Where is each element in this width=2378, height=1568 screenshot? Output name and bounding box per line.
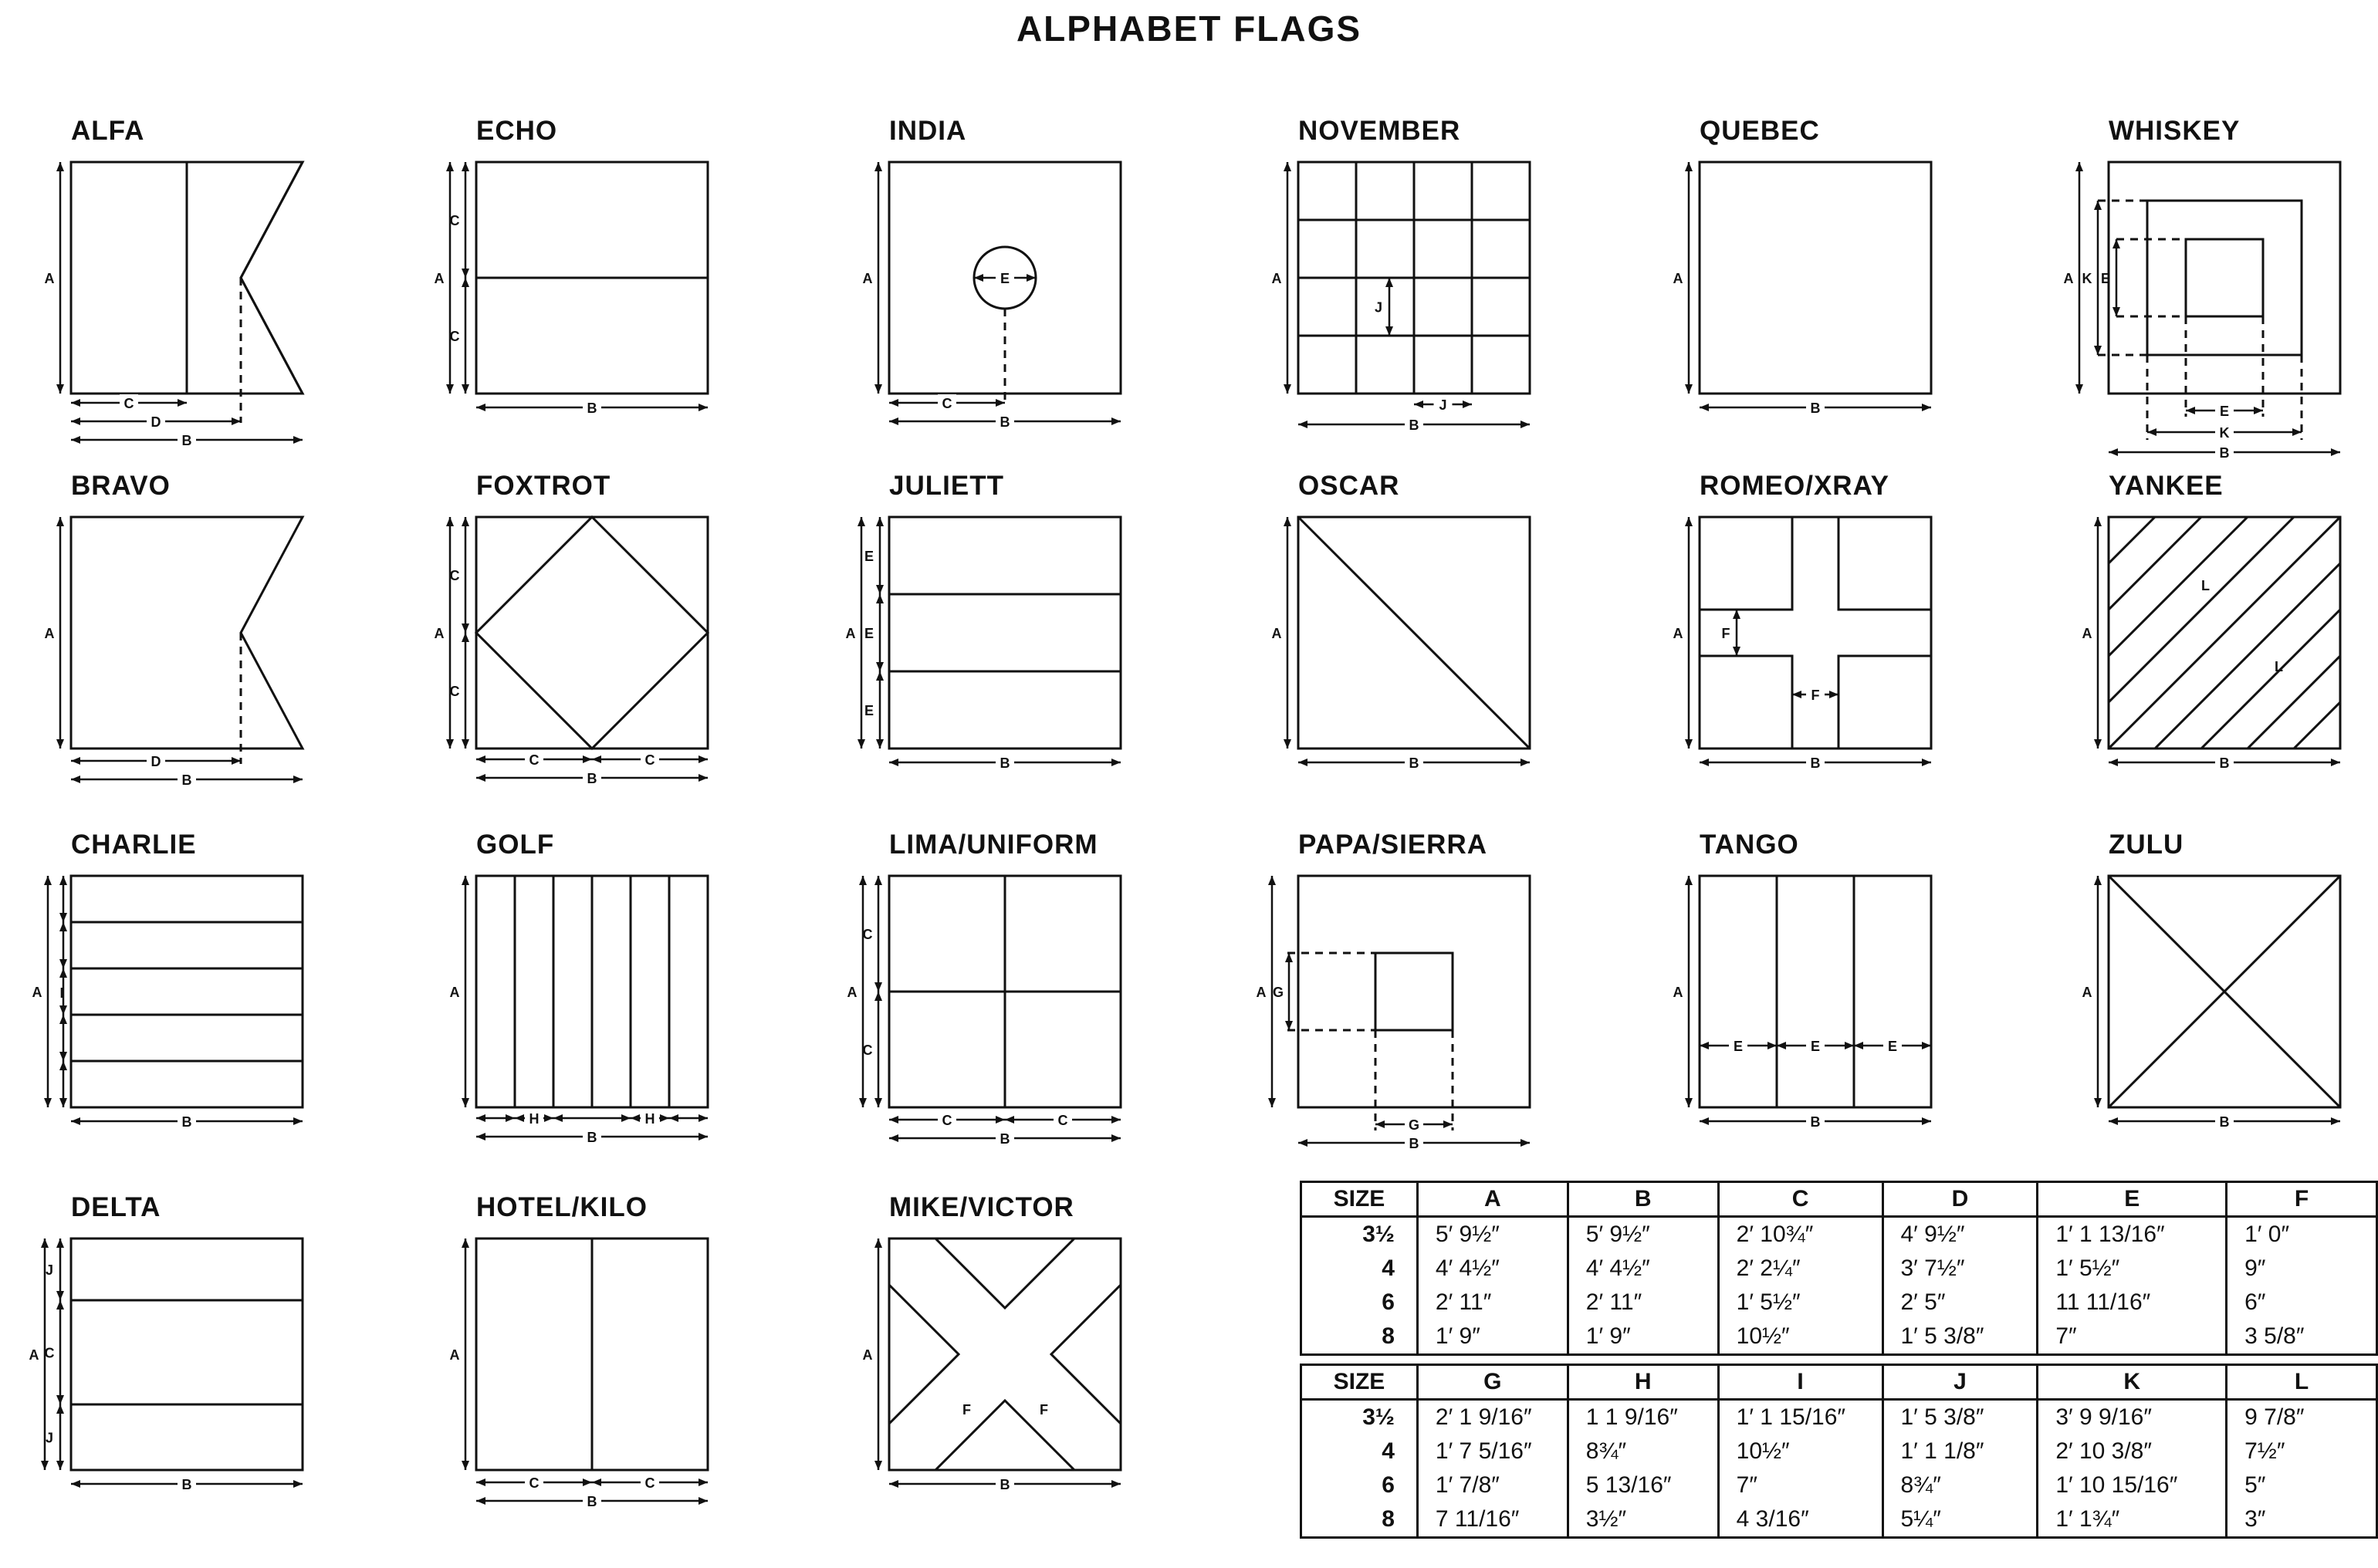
dimension-cell: 9″ [2227,1252,2377,1286]
svg-text:B: B [181,772,192,788]
dimension-cell: 3″ [2227,1502,2377,1538]
table-row [1301,1468,2377,1502]
svg-text:A: A [1673,271,1683,286]
dimension-cell: 5′ 9½″ [1568,1217,1718,1252]
column-header: J [1882,1365,2038,1400]
dimension-cell: 7″ [2038,1320,2227,1355]
flag-name: PAPA/SIERRA [1298,830,1488,860]
dimension-cell: 2′ 1 9/16″ [1417,1400,1568,1435]
table-row [1301,1217,2377,1252]
dimension-cell: 3 5/8″ [2227,1320,2377,1355]
svg-text:B: B [587,1130,597,1145]
oscar-flag-drawing [1227,471,1613,841]
svg-text:B: B [181,1477,192,1492]
dimension-cell: 1′ 1 15/16″ [1718,1400,1882,1435]
svg-text:C: C [862,927,873,942]
flag-name: CHARLIE [71,830,197,860]
flag-name: BRAVO [71,471,171,501]
size-table [1300,1181,2378,1539]
flag-diagram-quebec [1629,116,2014,486]
svg-text:B: B [587,1494,597,1509]
dimension-cell: 2′ 5″ [1882,1286,2038,1320]
svg-text:A: A [1256,985,1267,1000]
svg-text:D: D [151,414,161,430]
column-header: L [2227,1365,2377,1400]
flag-name: MIKE/VICTOR [889,1192,1074,1222]
svg-text:K: K [2082,271,2092,286]
hotel-kilo-flag-drawing [405,1192,791,1563]
flag-name: ZULU [2109,830,2184,860]
size-cell: 6 [1301,1286,1418,1320]
lima-uniform-flag-drawing [818,830,1204,1200]
delta-flag-drawing [0,1192,386,1563]
svg-text:H: H [644,1111,655,1127]
flag-diagram-juliett [818,471,1204,841]
dimension-cell: 2′ 10 3/8″ [2038,1435,2227,1468]
table-row [1301,1286,2377,1320]
tango-flag-drawing [1629,830,2014,1200]
dimension-cell: 1′ 0″ [2227,1217,2377,1252]
svg-text:B: B [2219,755,2230,771]
svg-text:C: C [529,752,540,768]
svg-text:B: B [587,771,597,786]
flag-diagram-bravo [0,471,386,841]
table-row [1301,1320,2377,1355]
svg-text:E: E [2100,271,2111,286]
flag-diagram-golf [405,830,791,1200]
papa-sierra-flag-drawing [1227,830,1613,1200]
juliett-flag-drawing [818,471,1204,841]
flag-name: ALFA [71,116,145,146]
india-flag-drawing [818,116,1204,486]
dimension-cell: 4′ 4½″ [1417,1252,1568,1286]
dimension-cell: 2′ 11″ [1568,1286,1718,1320]
svg-text:K: K [2219,425,2230,441]
dimension-cell: 7½″ [2227,1435,2377,1468]
flag-diagram-lima-uniform [818,830,1204,1200]
dimension-cell: 3′ 7½″ [1882,1252,2038,1286]
svg-text:A: A [449,985,460,1000]
svg-text:E: E [864,626,874,641]
svg-text:A: A [434,626,445,641]
flag-name: NOVEMBER [1298,116,1461,146]
flag-diagram-foxtrot [405,471,791,841]
svg-text:A: A [1271,626,1282,641]
flag-name: WHISKEY [2109,116,2241,146]
svg-text:J: J [45,1430,54,1446]
svg-text:B: B [1000,755,1010,771]
svg-text:A: A [2063,271,2074,286]
svg-text:L: L [2201,578,2210,593]
svg-text:H: H [529,1111,540,1127]
svg-text:C: C [123,396,134,411]
dimension-cell: 4′ 4½″ [1568,1252,1718,1286]
flag-name: GOLF [476,830,555,860]
dimension-cell: 1′ 1¾″ [2038,1502,2227,1538]
size-cell: 8 [1301,1320,1418,1355]
column-header: F [2227,1182,2377,1217]
column-header: I [1718,1365,1882,1400]
dimension-cell: 11 11/16″ [2038,1286,2227,1320]
svg-text:B: B [1000,1477,1010,1492]
column-header: D [1882,1182,2038,1217]
svg-text:A: A [1271,271,1282,286]
dimension-cell: 7 11/16″ [1417,1502,1568,1538]
svg-text:F: F [1811,688,1820,703]
romeo-xray-flag-drawing [1629,471,2014,841]
dimension-cell: 4′ 9½″ [1882,1217,2038,1252]
flag-name: ROMEO/XRAY [1700,471,1889,501]
dimension-cell: 5′ 9½″ [1417,1217,1568,1252]
svg-text:C: C [644,752,655,768]
flag-name: ECHO [476,116,558,146]
svg-text:D: D [151,754,161,769]
flag-diagram-charlie [0,830,386,1200]
dimension-cell: 1′ 5 3/8″ [1882,1400,2038,1435]
svg-text:C: C [1057,1113,1068,1128]
dimension-cell: 1′ 5 3/8″ [1882,1320,2038,1355]
dimension-cell: 7″ [1718,1468,1882,1502]
column-header: E [2038,1182,2227,1217]
charlie-flag-drawing [0,830,386,1200]
flag-diagram-zulu [2038,830,2378,1200]
column-header: SIZE [1301,1365,1418,1400]
zulu-flag-drawing [2038,830,2378,1200]
size-cell: 3½ [1301,1217,1418,1252]
dimension-cell: 8¾″ [1882,1468,2038,1502]
alfa-flag-drawing [0,116,386,486]
dimension-cell: 1′ 1 1/8″ [1882,1435,2038,1468]
yankee-flag-drawing [2038,471,2378,841]
svg-text:E: E [1733,1039,1744,1054]
svg-text:E: E [2219,404,2230,419]
svg-text:E: E [1000,271,1010,286]
svg-text:A: A [1673,626,1683,641]
svg-text:C: C [449,213,460,228]
svg-text:A: A [845,626,856,641]
table-row [1301,1252,2377,1286]
golf-flag-drawing [405,830,791,1200]
column-header: C [1718,1182,1882,1217]
svg-text:A: A [862,271,873,286]
svg-text:A: A [44,626,55,641]
dimension-cell: 2′ 10¾″ [1718,1217,1882,1252]
svg-text:E: E [864,549,874,564]
svg-text:B: B [1409,417,1419,433]
dimension-cell: 3½″ [1568,1502,1718,1538]
flag-diagram-delta [0,1192,386,1563]
column-header: B [1568,1182,1718,1217]
svg-text:C: C [942,396,952,411]
svg-text:E: E [1810,1039,1821,1054]
svg-text:B: B [1000,414,1010,430]
flag-diagram-echo [405,116,791,486]
dimension-cell: 9 7/8″ [2227,1400,2377,1435]
dimension-cell: 8¾″ [1568,1435,1718,1468]
svg-text:G: G [1272,985,1284,1000]
table-row [1301,1502,2377,1538]
svg-text:B: B [2219,1114,2230,1130]
svg-text:E: E [864,703,874,718]
dimension-cell: 10½″ [1718,1435,1882,1468]
flag-name: OSCAR [1298,471,1400,501]
svg-text:B: B [1000,1131,1010,1147]
bravo-flag-drawing [0,471,386,841]
flag-diagram-november [1227,116,1613,486]
flag-diagram-yankee [2038,471,2378,841]
flag-name: JULIETT [889,471,1004,501]
svg-text:C: C [44,1345,55,1361]
flag-name: FOXTROT [476,471,611,501]
dimension-cell: 6″ [2227,1286,2377,1320]
column-header: A [1417,1182,1568,1217]
dimension-cell: 1′ 10 15/16″ [2038,1468,2227,1502]
svg-text:C: C [449,684,460,699]
flag-diagram-whiskey [2038,116,2378,486]
svg-text:A: A [44,271,55,286]
size-cell: 6 [1301,1468,1418,1502]
svg-text:A: A [32,985,42,1000]
november-flag-drawing [1227,116,1613,486]
dimension-cell: 2′ 2¼″ [1718,1252,1882,1286]
dimension-cell: 5 13/16″ [1568,1468,1718,1502]
svg-text:B: B [587,400,597,416]
svg-text:C: C [449,329,460,344]
flag-diagram-romeo-xray [1629,471,2014,841]
dimension-cell: 4 3/16″ [1718,1502,1882,1538]
svg-text:B: B [1409,1136,1419,1151]
dimension-cell: 5¼″ [1882,1502,2038,1538]
size-cell: 4 [1301,1252,1418,1286]
dimension-cell: 1′ 5½″ [2038,1252,2227,1286]
quebec-flag-drawing [1629,116,2014,486]
dimension-cell: 1′ 5½″ [1718,1286,1882,1320]
svg-text:A: A [1673,985,1683,1000]
dimension-cell: 3′ 9 9/16″ [2038,1400,2227,1435]
size-cell: 4 [1301,1435,1418,1468]
svg-text:B: B [1409,755,1419,771]
dimension-cell: 1′ 7/8″ [1417,1468,1568,1502]
svg-text:E: E [1887,1039,1898,1054]
flag-name: INDIA [889,116,967,146]
svg-text:G: G [1408,1117,1420,1133]
svg-text:C: C [862,1043,873,1058]
svg-text:A: A [2082,626,2092,641]
table-row [1301,1435,2377,1468]
svg-text:F: F [962,1402,971,1418]
whiskey-flag-drawing [2038,116,2378,486]
dimension-cell: 2′ 11″ [1417,1286,1568,1320]
echo-flag-drawing [405,116,791,486]
size-cell: 8 [1301,1502,1418,1538]
svg-text:C: C [942,1113,952,1128]
size-cell: 3½ [1301,1400,1418,1435]
dimension-cell: 1 1 9/16″ [1568,1400,1718,1435]
column-header: H [1568,1365,1718,1400]
flag-name: LIMA/UNIFORM [889,830,1098,860]
svg-text:F: F [1040,1402,1048,1418]
svg-text:A: A [29,1347,39,1363]
svg-text:B: B [1810,1114,1821,1130]
svg-text:A: A [2082,985,2092,1000]
dimension-cell: 1′ 9″ [1568,1320,1718,1355]
svg-text:A: A [449,1347,460,1363]
column-header: SIZE [1301,1182,1418,1217]
flag-diagram-alfa [0,116,386,486]
flag-diagram-hotel-kilo [405,1192,791,1563]
flag-diagram-mike-victor [818,1192,1204,1563]
svg-text:L: L [2275,659,2283,674]
svg-text:B: B [2219,445,2230,461]
column-header: G [1417,1365,1568,1400]
svg-text:J: J [1439,397,1447,413]
svg-text:J: J [1374,299,1383,316]
svg-text:C: C [529,1475,540,1491]
flag-diagram-tango [1629,830,2014,1200]
dimension-cell: 10½″ [1718,1320,1882,1355]
page-title: ALPHABET FLAGS [1016,8,1362,49]
svg-text:C: C [644,1475,655,1491]
dimension-cell: 1′ 7 5/16″ [1417,1435,1568,1468]
foxtrot-flag-drawing [405,471,791,841]
flag-diagram-india [818,116,1204,486]
dimension-cell: 1′ 9″ [1417,1320,1568,1355]
svg-text:A: A [434,271,445,286]
table-row [1301,1400,2377,1435]
svg-text:A: A [862,1347,873,1363]
svg-text:A: A [847,985,858,1000]
svg-text:C: C [449,568,460,583]
mike-victor-flag-drawing [818,1192,1204,1563]
flag-diagram-papa-sierra [1227,830,1613,1200]
dimension-cell: 5″ [2227,1468,2377,1502]
svg-text:F: F [1721,626,1730,641]
flag-name: DELTA [71,1192,161,1222]
flag-name: TANGO [1700,830,1799,860]
flag-name: HOTEL/KILO [476,1192,648,1222]
flag-diagram-oscar [1227,471,1613,841]
svg-text:B: B [1810,400,1821,416]
svg-text:I: I [59,985,64,1001]
flag-name: YANKEE [2109,471,2224,501]
svg-text:B: B [1810,755,1821,771]
dimension-cell: 1′ 1 13/16″ [2038,1217,2227,1252]
svg-text:B: B [181,433,192,448]
flag-name: QUEBEC [1700,116,1820,146]
svg-text:J: J [45,1262,54,1278]
svg-text:B: B [181,1114,192,1130]
column-header: K [2038,1365,2227,1400]
